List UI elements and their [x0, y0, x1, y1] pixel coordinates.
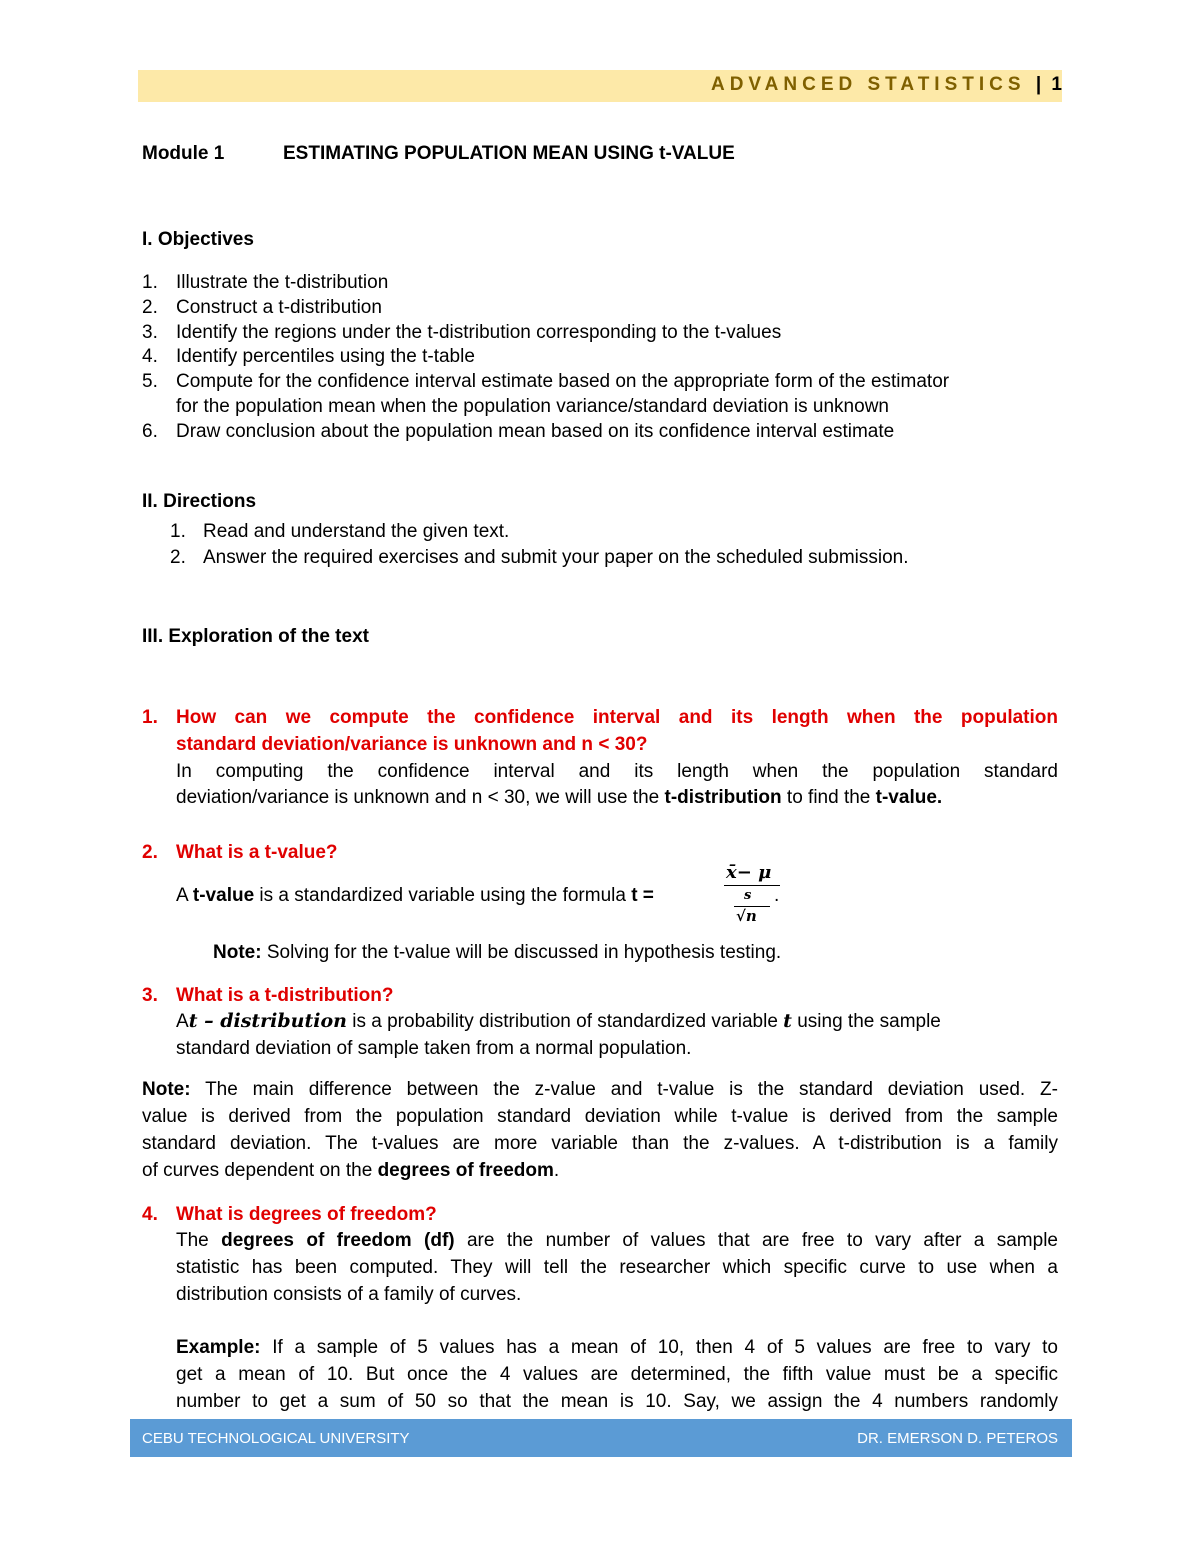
- list-item-text: Identify percentiles using the t-table: [176, 346, 475, 367]
- module-heading: ESTIMATING POPULATION MEAN USING t-VALUE: [283, 143, 735, 164]
- note-paragraph-line: Note: The main difference between the z-value and t-value is the standard deviation used. Z-: [142, 1079, 1058, 1100]
- answer-text: At – distribution is a probability distribution of standardized variable t using the sample: [176, 1010, 941, 1032]
- formula-s: s: [744, 888, 752, 903]
- question-number: 3.: [142, 985, 158, 1006]
- question-text: What is a t-distribution?: [176, 985, 394, 1006]
- question-number: 4.: [142, 1204, 158, 1225]
- answer-text-cont: distribution consists of a family of curves.: [176, 1284, 522, 1305]
- list-item-text: Identify the regions under the t-distribution corresponding to the t-values: [176, 322, 782, 343]
- list-item: 2.: [170, 547, 186, 568]
- list-item: 6.: [142, 421, 158, 442]
- note-paragraph-line: value is derived from the population standard deviation while t-value is derived from the sample: [142, 1106, 1058, 1127]
- answer-text-cont: deviation/variance is unknown and n < 30, we will use the t-distribution to find the t-value.: [176, 787, 943, 808]
- question-text-cont: standard deviation/variance is unknown and n < 30?: [176, 734, 648, 755]
- formula-numerator: x̄− μ: [726, 862, 772, 883]
- list-item-text: Draw conclusion about the population mean based on its confidence interval estimate: [176, 421, 895, 442]
- question-number: 1.: [142, 707, 158, 728]
- directions-heading: II. Directions: [142, 491, 257, 512]
- answer-text: In computing the confidence interval and its length when the population standard: [176, 761, 1058, 782]
- question-text: What is degrees of freedom?: [176, 1204, 437, 1225]
- list-item: 5.: [142, 371, 158, 392]
- page-number: 1: [1051, 74, 1062, 95]
- example-text: Example: If a sample of 5 values has a mean of 10, then 4 of 5 values are free to vary to: [176, 1337, 1058, 1358]
- list-item: 1.: [170, 521, 186, 542]
- list-item: 1.: [142, 272, 158, 293]
- list-item-text: Answer the required exercises and submit your paper on the scheduled submission.: [203, 547, 909, 568]
- term-t-value: t-value.: [875, 787, 943, 808]
- module-label: Module 1: [142, 143, 225, 164]
- list-item-text: Compute for the confidence interval estimate based on the appropriate form of the estimator: [176, 371, 950, 392]
- example-text-cont: get a mean of 10. But once the 4 values are determined, the fifth value must be a specific: [176, 1364, 1058, 1385]
- footer-author: DR. EMERSON D. PETEROS: [857, 1430, 1058, 1447]
- exploration-heading: III. Exploration of the text: [142, 626, 369, 647]
- term-t-distribution: t-distribution: [664, 787, 782, 808]
- list-item-text: Read and understand the given text.: [203, 521, 510, 542]
- example-text-cont: number to get a sum of 50 so that the mean is 10. Say, we assign the 4 numbers randomly: [176, 1391, 1058, 1412]
- header-separator: |: [1035, 74, 1042, 95]
- note-text: Note: Solving for the t-value will be discussed in hypothesis testing.: [213, 942, 782, 963]
- objectives-heading: I. Objectives: [142, 229, 254, 250]
- list-item: 2.: [142, 297, 158, 318]
- header-title-text: ADVANCED STATISTICS: [710, 74, 1026, 95]
- question-text: How can we compute the confidence interval and its length when the population: [176, 707, 1058, 728]
- footer-university: CEBU TECHNOLOGICAL UNIVERSITY: [142, 1430, 410, 1447]
- list-item-text: Construct a t-distribution: [176, 297, 382, 318]
- answer-text: The degrees of freedom (df) are the number of values that are free to vary after a sample: [176, 1230, 1058, 1251]
- answer-text-cont: statistic has been computed. They will tell the researcher which specific curve to use when a: [176, 1257, 1058, 1278]
- answer-text: A t-value is a standardized variable using the formula t =: [176, 885, 654, 906]
- module-title: [142, 143, 735, 165]
- fraction-bar: [724, 885, 780, 886]
- answer-text-cont: standard deviation of sample taken from a normal population.: [176, 1038, 692, 1059]
- formula-root-n: √n: [736, 907, 757, 925]
- question-text: What is a t-value?: [176, 842, 338, 863]
- note-paragraph-line: standard deviation. The t-values are more variable than the z-values. A t-distribution is a family: [142, 1133, 1058, 1154]
- list-item: 3.: [142, 322, 158, 343]
- list-item-text: Illustrate the t-distribution: [176, 272, 389, 293]
- formula-period: .: [774, 885, 780, 906]
- list-item-text-cont: for the population mean when the population variance/standard deviation is unknown: [176, 396, 889, 417]
- list-item: 4.: [142, 346, 158, 367]
- question-number: 2.: [142, 842, 158, 863]
- note-paragraph-line: of curves dependent on the degrees of freedom.: [142, 1160, 560, 1181]
- header-title: [711, 74, 1062, 96]
